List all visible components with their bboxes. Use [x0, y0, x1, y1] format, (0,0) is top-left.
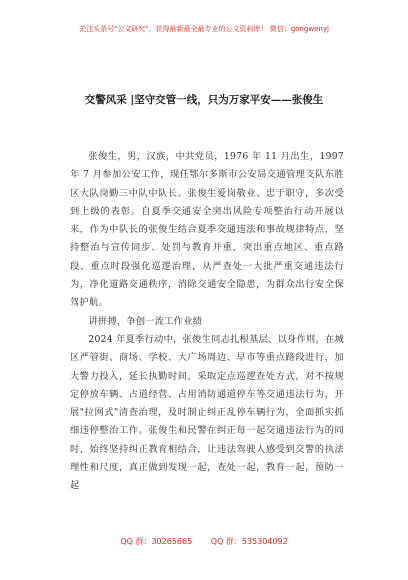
document-title: 交警风采 |坚守交管一线，只为万家平安——张俊生: [84, 94, 324, 106]
document-body: [70, 148, 344, 496]
paragraph-summer-action: 2024 年夏季行动中，张俊生同志扎根基层、以身作则，在城区严管街、商场、学校、大广场周边、早市等重点路段进行，加大警力投入，延长执勤时间，采取定点巡逻查处方式，对不按规定停放车辆、占道经营、占用消防通道停车等交通违法行为，开展"拉网式"清查治理，及时制止纠正乱停车辆行为，全面抓实抓细违停整治工作。张俊生和民警在纠正每一起交通违法行为的同时，始终坚持纠正教育相结合，让违法驾驶人感受到交警的执法理性和尺度，真正做到发现一起，查处一起，教育一起，预防一起: [70, 333, 344, 492]
paragraph-intro: 张俊生，男，汉族，中共党员，1976 年 11 月出生，1997 年 7 月参加公安工作，现任鄂尔多斯市公安局交通管理支队东胜区大队岗勤三中队中队长。张俊生爱岗敬业、忠于职守，多次受到上级的表彰。自夏季交通安全突出风险专项整治行动开展以来，作为中队长的张俊生结合夏季交通违法和事故规律特点，坚持整治与宣传同步、处罚与教育并重，突出重点地区、重点路段、重点时段强化巡逻治理，从严查处一大批严重交通违法行为，净化道路交通秩序，消除交通安全隐患，为群众出行安全保驾护航。: [70, 151, 344, 309]
qq-group-1: QQ 群：30265665: [120, 537, 193, 546]
section-subheading: 讲拼搏，争创一流工作业绩: [88, 315, 203, 327]
promo-banner: 关注头条号"公文研究"，获得最新最全最专业的公文资料库！ 微信：gongwenyj: [79, 25, 329, 33]
qq-group-2: QQ 群：535304092: [210, 537, 288, 546]
footer-contact: [0, 536, 408, 547]
